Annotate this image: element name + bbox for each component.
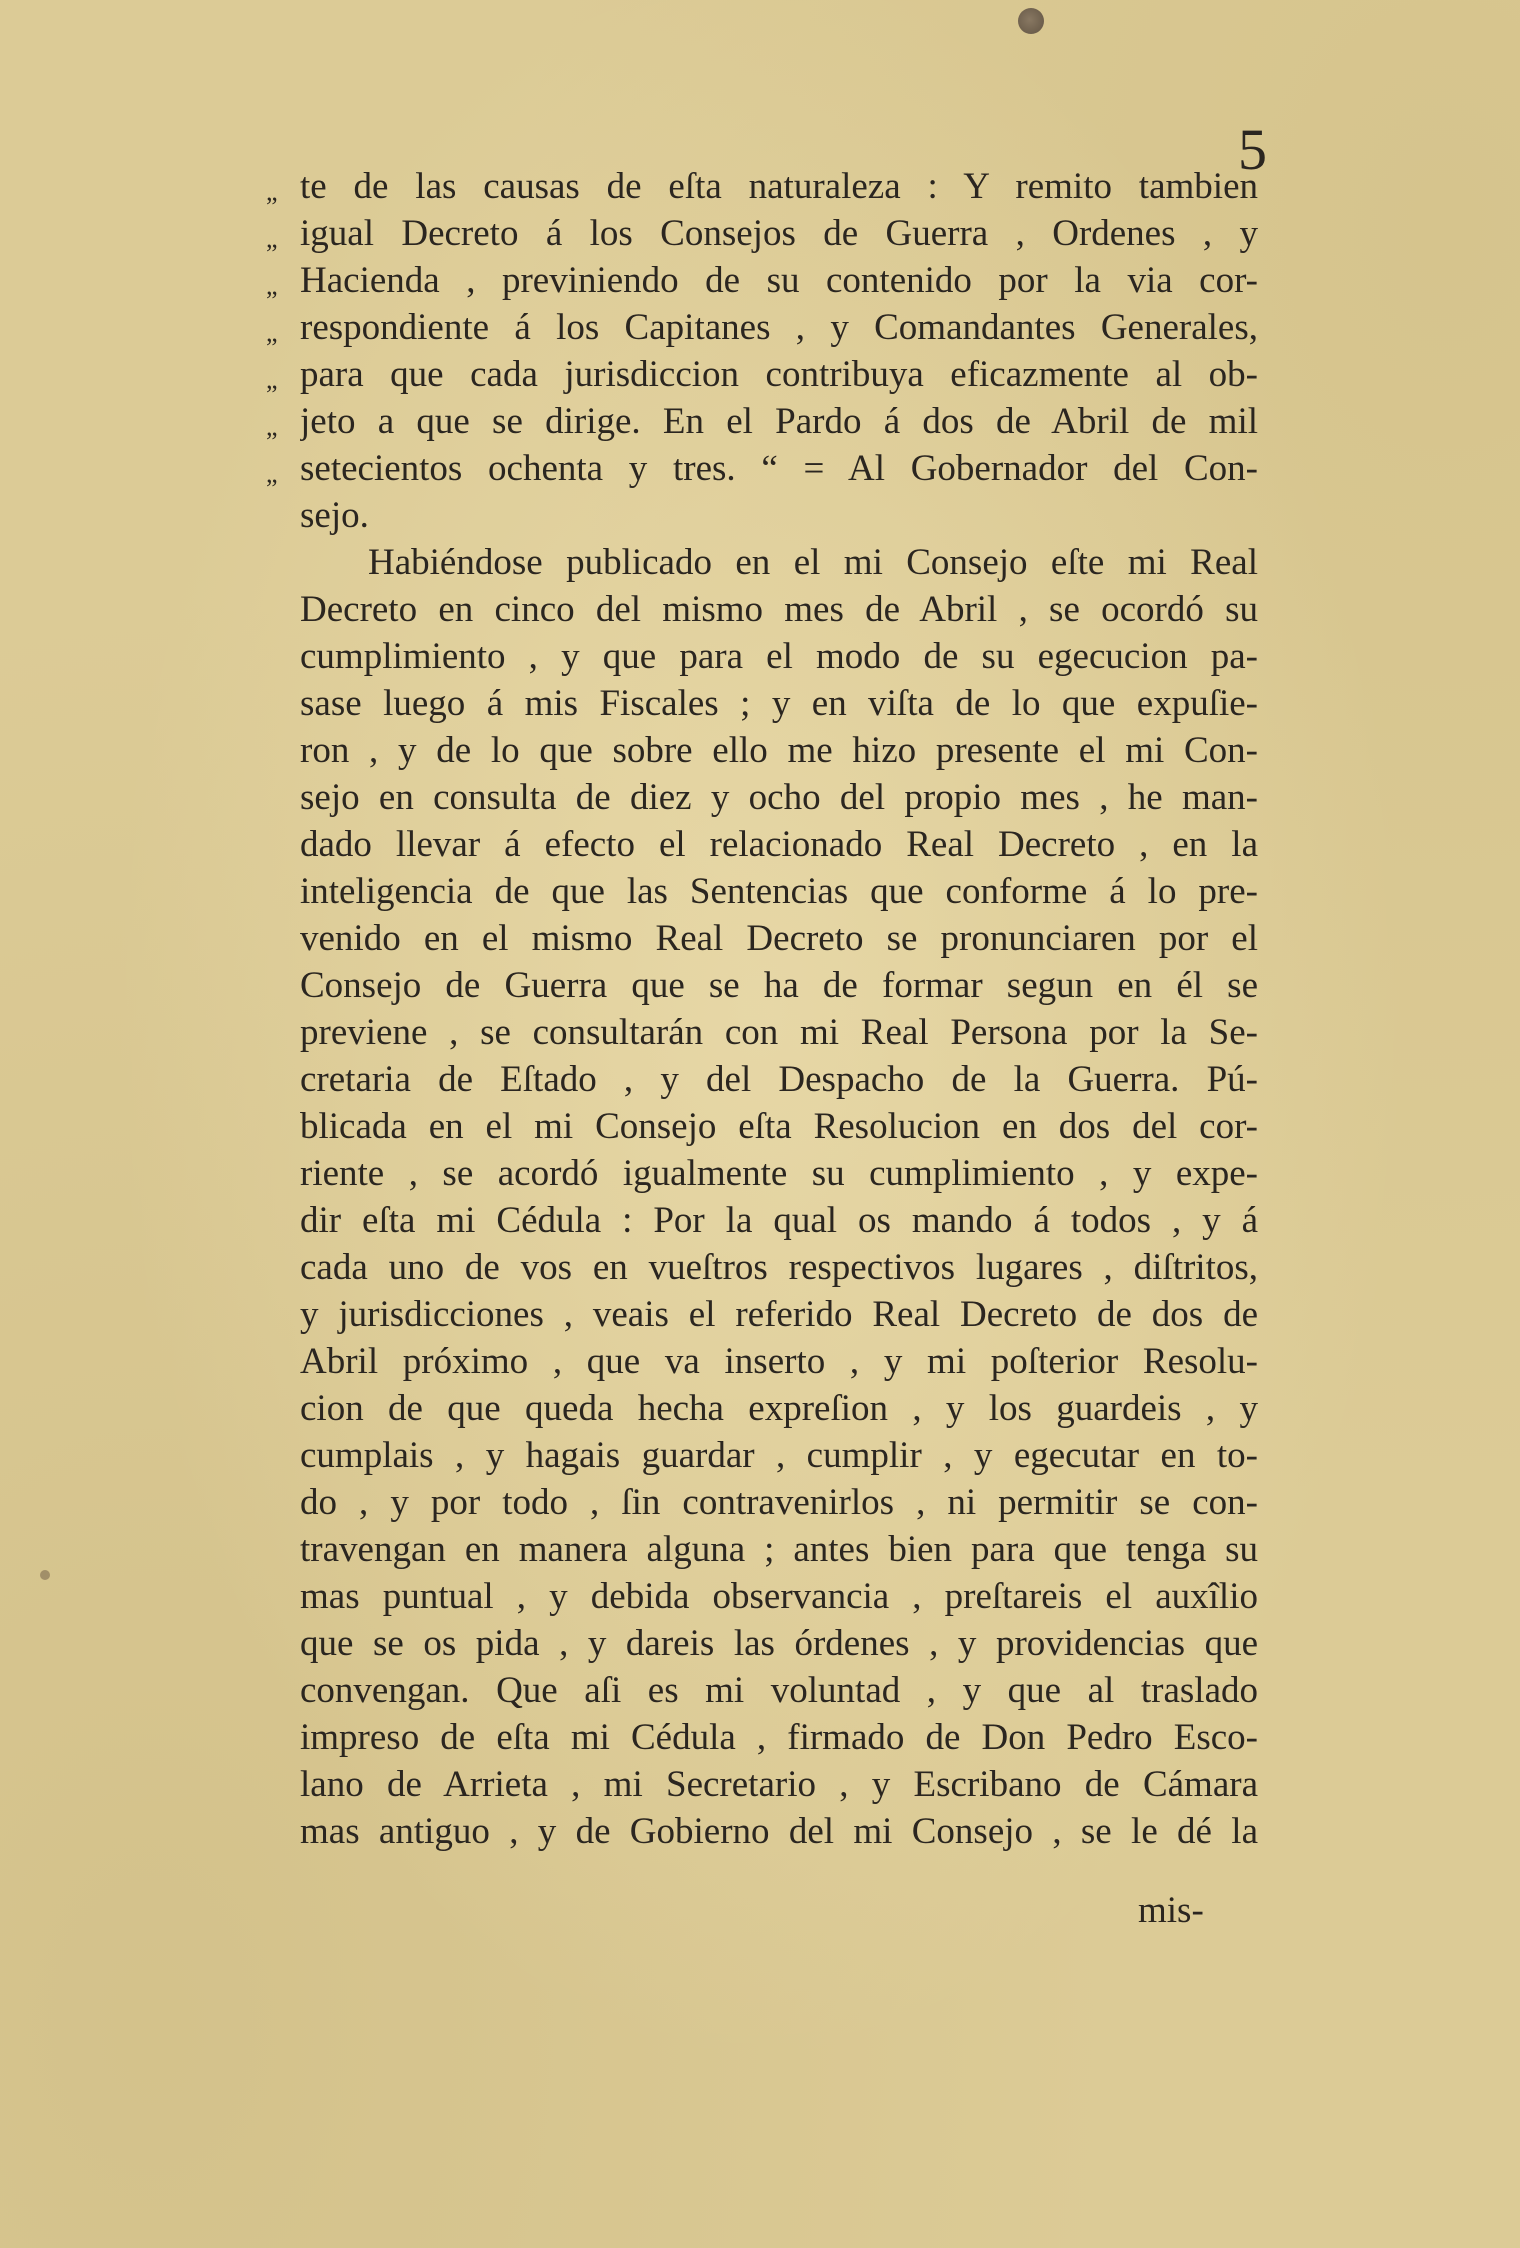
text-line	[266, 1526, 1258, 1573]
text-line	[266, 1103, 1258, 1150]
line-text: setecientos ochenta y tres. “ = Al Gobernador del Con-	[300, 448, 1258, 489]
quote-mark	[266, 1075, 300, 1085]
line-text: cretaria de Eſtado , y del Despacho de la Guerra. Pú-	[300, 1059, 1258, 1100]
text-line	[266, 1338, 1258, 1385]
text-line	[266, 1573, 1258, 1620]
text-line	[266, 492, 1258, 539]
line-text: sejo en consulta de diez y ocho del propio mes , he man-	[300, 777, 1258, 818]
catchword: mis-	[1138, 1890, 1204, 1931]
line-text: que se os pida , y dareis las órdenes , y providencias que	[300, 1623, 1258, 1664]
line-text: Abril próximo , que va inserto , y mi poſterior Resolu-	[300, 1341, 1258, 1382]
quote-mark	[266, 1122, 300, 1132]
text-line	[266, 1291, 1258, 1338]
line-text: cion de que queda hecha expreſion , y los guardeis , y	[300, 1388, 1258, 1429]
quote-mark	[266, 605, 300, 615]
text-line	[266, 1056, 1258, 1103]
line-text: convengan. Que aſi es mi voluntad , y que al traslado	[300, 1670, 1258, 1711]
text-line	[266, 1667, 1258, 1714]
text-line	[266, 868, 1258, 915]
line-text: dado llevar á efecto el relacionado Real Decreto , en la	[300, 824, 1258, 865]
line-text: cada uno de vos en vueſtros respectivos lugares , diſtritos,	[300, 1247, 1258, 1288]
line-text: cumplimiento , y que para el modo de su egecucion pa-	[300, 636, 1258, 677]
line-text: sase luego á mis Fiscales ; y en viſta de lo que expuſie-	[300, 683, 1258, 724]
line-text: Consejo de Guerra que se ha de formar segun en él se	[300, 965, 1258, 1006]
text-line	[266, 445, 1258, 492]
text-line	[266, 962, 1258, 1009]
text-line	[266, 351, 1258, 398]
quote-mark	[266, 699, 300, 709]
quote-mark	[266, 840, 300, 850]
quote-mark	[266, 1404, 300, 1414]
line-text: Decreto en cinco del mismo mes de Abril , se ocordó su	[300, 589, 1258, 630]
line-text: venido en el mismo Real Decreto se pronunciaren por el	[300, 918, 1258, 959]
text-line	[266, 774, 1258, 821]
ink-stain	[40, 1570, 50, 1580]
text-line	[266, 304, 1258, 351]
text-line	[266, 210, 1258, 257]
text-line	[266, 680, 1258, 727]
quote-mark: „	[266, 365, 278, 394]
quote-mark: „	[266, 318, 278, 347]
text-line	[266, 821, 1258, 868]
line-text: lano de Arrieta , mi Secretario , y Escribano de Cámara	[300, 1764, 1258, 1805]
quote-mark	[266, 1310, 300, 1320]
text-line	[266, 915, 1258, 962]
text-line	[266, 1620, 1258, 1667]
line-text: para que cada jurisdiccion contribuya eficazmente al ob-	[300, 354, 1258, 395]
text-line	[266, 1244, 1258, 1291]
line-text: respondiente á los Capitanes , y Comandantes Generales,	[300, 307, 1258, 348]
quote-mark: „	[266, 459, 278, 488]
text-line	[266, 727, 1258, 774]
text-line	[266, 1761, 1258, 1808]
quote-mark	[266, 511, 300, 521]
text-line	[266, 1479, 1258, 1526]
quote-mark	[266, 1686, 300, 1696]
text-line	[266, 257, 1258, 304]
line-text: previene , se consultarán con mi Real Persona por la Se-	[300, 1012, 1258, 1053]
text-line	[266, 1197, 1258, 1244]
text-line	[266, 539, 1258, 586]
line-text: travengan en manera alguna ; antes bien para que tenga su	[300, 1529, 1258, 1570]
line-text: igual Decreto á los Consejos de Guerra , Ordenes , y	[300, 213, 1258, 254]
quote-mark	[266, 1263, 300, 1273]
quote-mark	[266, 1357, 300, 1367]
line-text: blicada en el mi Consejo eſta Resolucion en dos del cor-	[300, 1106, 1258, 1147]
quote-mark	[266, 793, 300, 803]
quote-mark	[266, 558, 300, 568]
line-text: te de las causas de eſta naturaleza : Y remito tambien	[300, 166, 1258, 207]
text-line	[266, 398, 1258, 445]
line-text: riente , se acordó igualmente su cumplimiento , y expe-	[300, 1153, 1258, 1194]
quote-mark	[266, 887, 300, 897]
quote-mark	[266, 1592, 300, 1602]
quote-mark: „	[266, 177, 278, 206]
line-text: sejo.	[300, 495, 369, 536]
quote-mark	[266, 1780, 300, 1790]
quote-mark: „	[266, 271, 278, 300]
quote-mark	[266, 1639, 300, 1649]
quote-mark	[266, 1498, 300, 1508]
line-text: mas puntual , y debida observancia , preſtareis el auxîlio	[300, 1576, 1258, 1617]
text-line	[266, 586, 1258, 633]
quote-mark: „	[266, 412, 278, 441]
line-text: jeto a que se dirige. En el Pardo á dos de Abril de mil	[300, 401, 1258, 442]
quote-mark	[266, 746, 300, 756]
line-text: ron , y de lo que sobre ello me hizo presente el mi Con-	[300, 730, 1258, 771]
line-text: cumplais , y hagais guardar , cumplir , y egecutar en to-	[300, 1435, 1258, 1476]
text-line	[266, 1385, 1258, 1432]
text-line	[266, 1150, 1258, 1197]
quote-mark	[266, 1216, 300, 1226]
quote-mark	[266, 1028, 300, 1038]
quote-mark	[266, 1451, 300, 1461]
quote-mark	[266, 1545, 300, 1555]
quote-mark: „	[266, 224, 278, 253]
line-text: Habiéndose publicado en el mi Consejo eſte mi Real	[368, 542, 1258, 583]
page-number: 5	[1238, 117, 1267, 182]
quote-mark	[266, 1733, 300, 1743]
text-line	[266, 1009, 1258, 1056]
quote-mark	[266, 934, 300, 944]
text-line	[266, 163, 1258, 210]
quote-mark	[266, 981, 300, 991]
line-text: inteligencia de que las Sentencias que conforme á lo pre-	[300, 871, 1258, 912]
binding-hole	[1018, 8, 1044, 34]
text-line	[266, 633, 1258, 680]
line-text: mas antiguo , y de Gobierno del mi Consejo , se le dé la	[300, 1811, 1258, 1852]
text-line	[266, 1714, 1258, 1761]
text-line	[266, 1432, 1258, 1479]
quote-mark	[266, 652, 300, 662]
line-text: do , y por todo , ſin contravenirlos , ni permitir se con-	[300, 1482, 1258, 1523]
quote-mark	[266, 1827, 300, 1837]
line-text: y jurisdicciones , veais el referido Real Decreto de dos de	[300, 1294, 1258, 1335]
text-line	[266, 1808, 1258, 1855]
line-text: impreso de eſta mi Cédula , firmado de Don Pedro Esco-	[300, 1717, 1258, 1758]
quote-mark	[266, 1169, 300, 1179]
body-text	[266, 163, 1258, 1855]
line-text: Hacienda , previniendo de su contenido por la via cor-	[300, 260, 1258, 301]
line-text: dir eſta mi Cédula : Por la qual os mando á todos , y á	[300, 1200, 1258, 1241]
